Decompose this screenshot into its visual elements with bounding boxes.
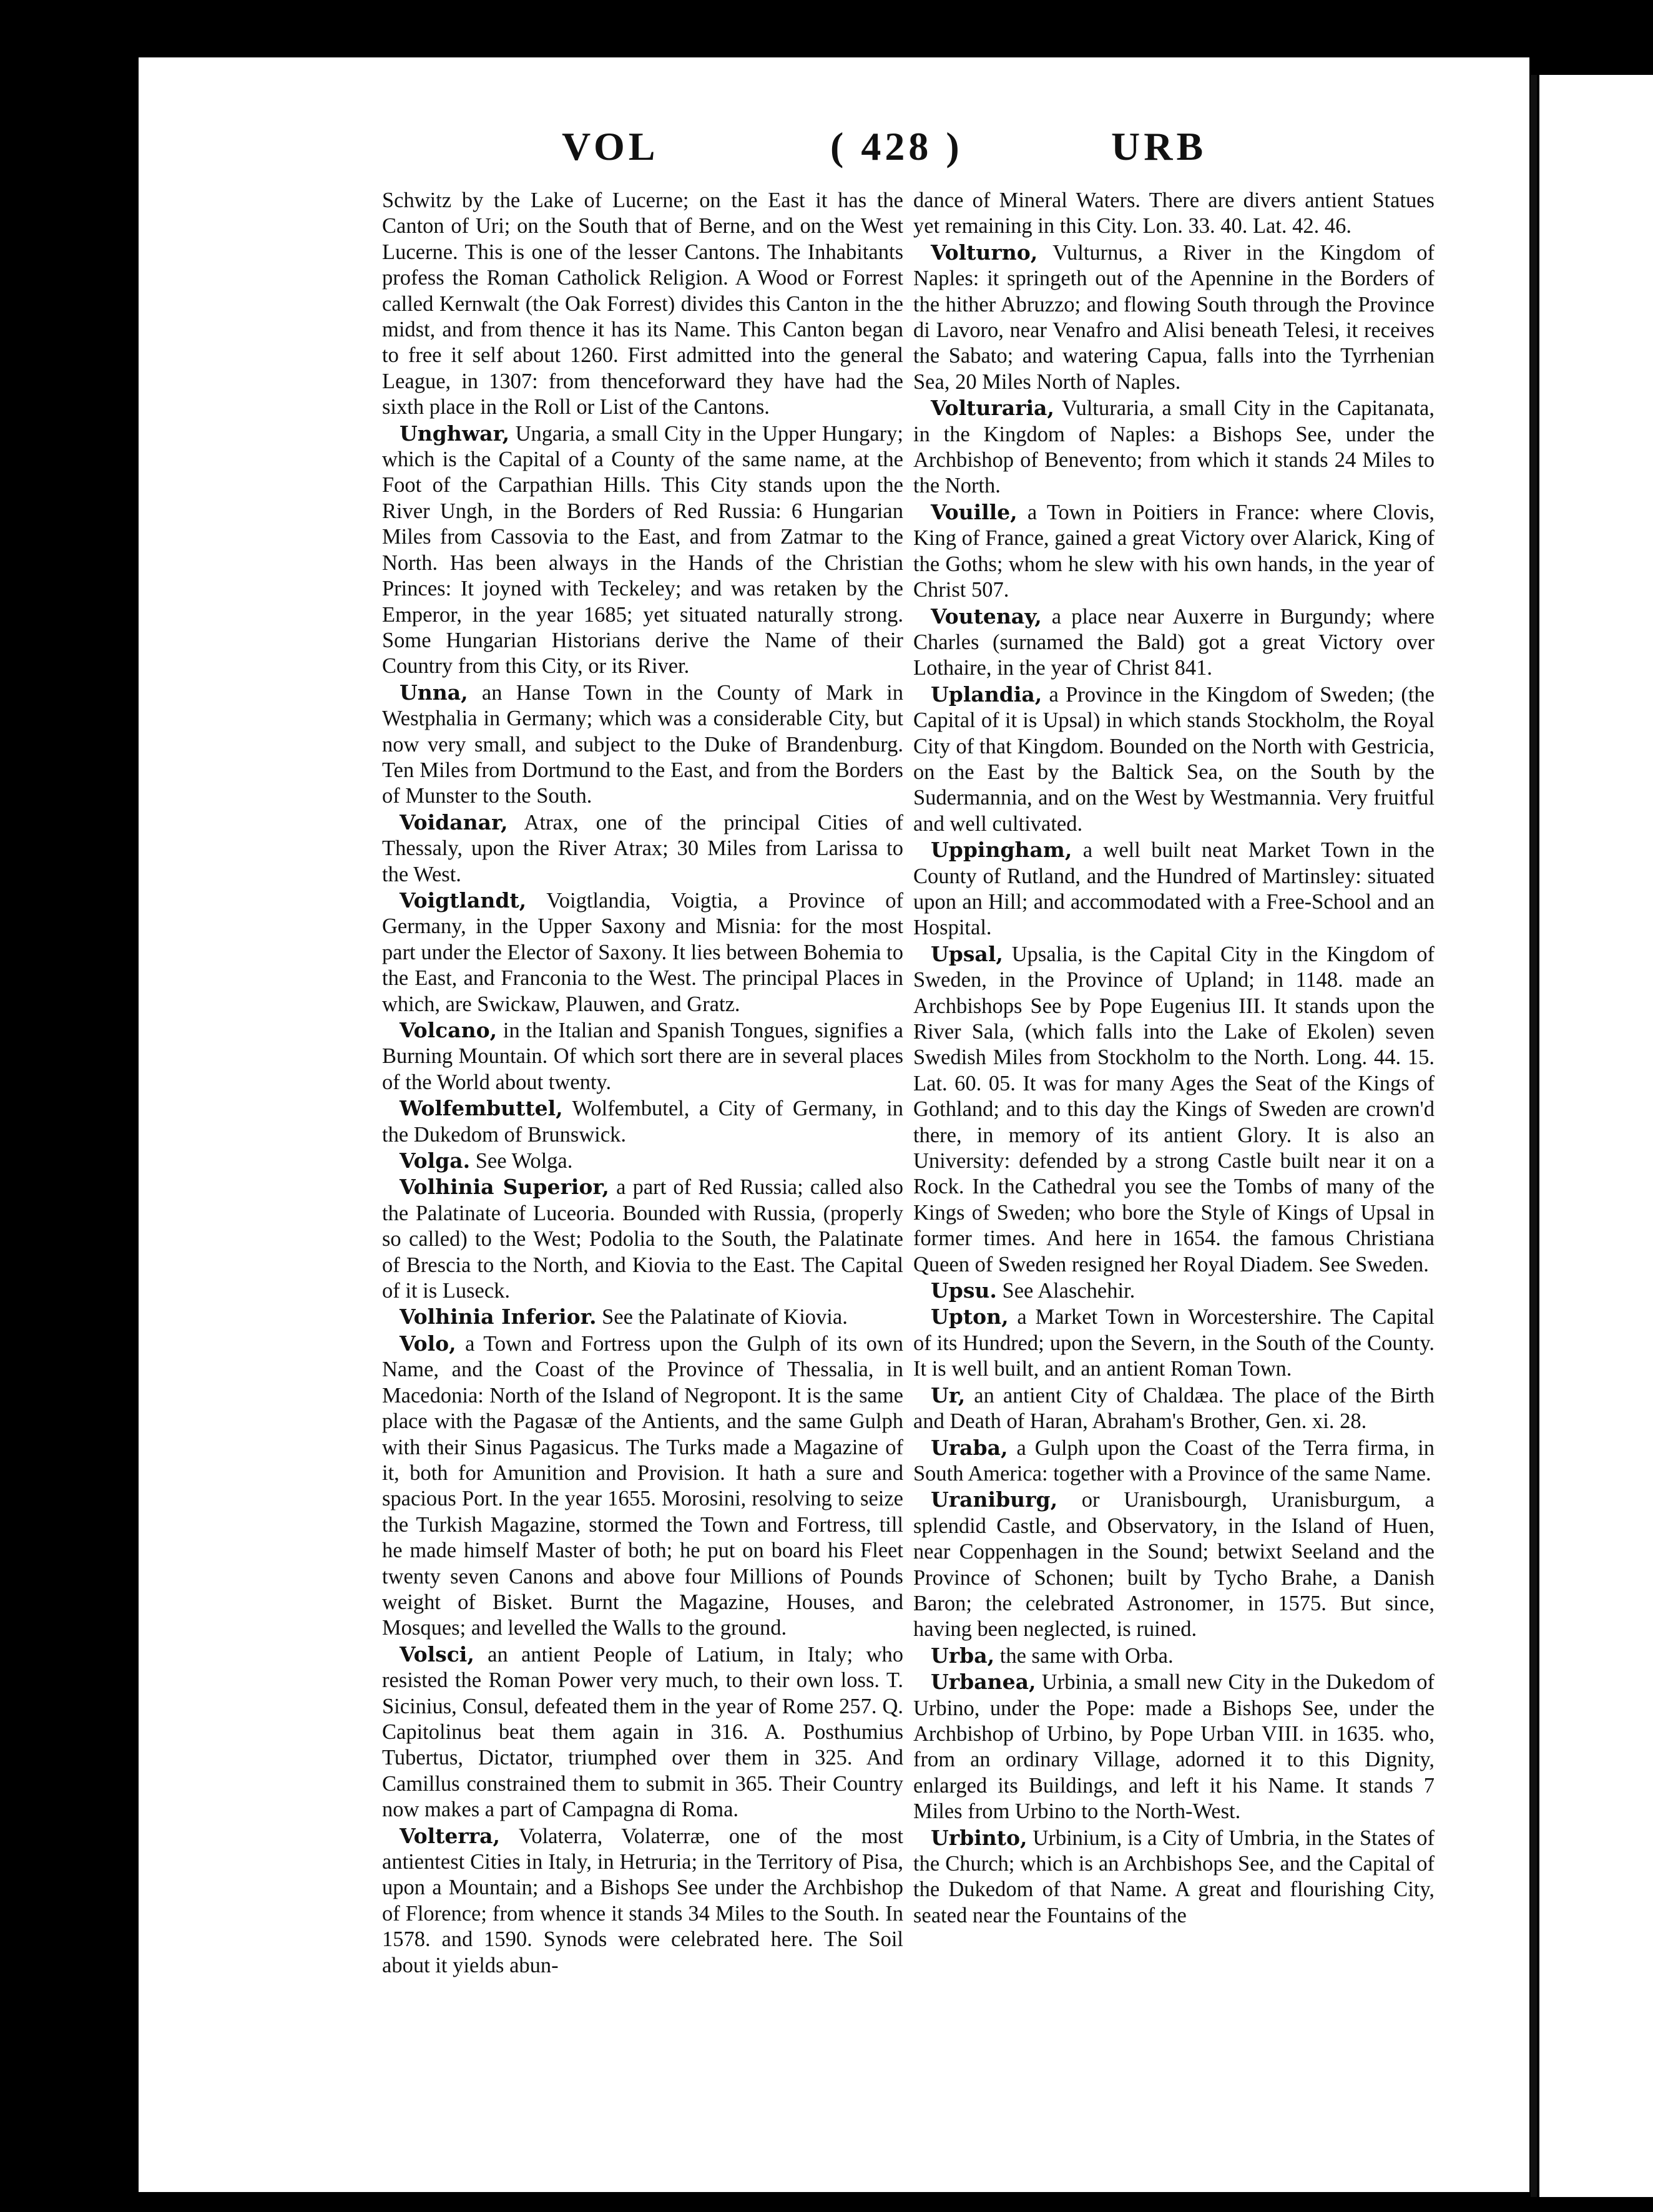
entry-text: the same with Orba. [994, 1643, 1174, 1668]
dictionary-entry [913, 682, 1435, 837]
entry-text: an Hanse Town in the County of Mark in Westphalia in Germany; which was a considerable City, but now very small, and subject to the Duke of Brandenburg. Ten Miles from Dortmund to the East, and from the Borders of Munster to the South. [382, 680, 903, 808]
entry-text: Urbinia, a small new City in the Dukedom of Urbino, under the Pope: made a Bishops See, under the Archbishop of Urbino, by Pope Urban VIII. in 1635. who, from an ordinary Village, adorned it to this Dignity, enlarged its Buildings, and left it his Name. It stands 7 Miles from Urbino to the North-West. [913, 1670, 1435, 1824]
dictionary-entry [382, 421, 903, 680]
dictionary-entry [382, 1148, 903, 1174]
entry-headword: Upsu. [931, 1278, 997, 1303]
dictionary-entry [382, 1304, 903, 1330]
entry-headword: Upton, [931, 1304, 1009, 1329]
dictionary-entry [913, 1304, 1435, 1382]
page-gutter [1531, 75, 1537, 2197]
entry-text: a Town in Poitiers in France: where Clovis, King of France, gained a great Victory over Alarick, King of the Goths; whom he slew with his own hands, in the year of Christ 507. [913, 500, 1435, 602]
entry-headword: Wolfembuttel, [400, 1096, 563, 1121]
entry-headword: Urba, [931, 1643, 995, 1668]
entry-headword: Voutenay, [931, 604, 1042, 629]
dictionary-entry [382, 680, 903, 810]
page-number: ( 428 ) [830, 124, 963, 169]
entry-headword: Volhinia Superior, [400, 1175, 609, 1200]
entry-text: Urbinium, is a City of Umbria, in the States of the Church; which is an Archbishops See, and the Capital of the Dukedom of that Name. A great and flourishing City, seated near the Fountains of the [913, 1826, 1435, 1927]
entry-text: Atrax, one of the principal Cities of Thessaly, upon the River Atrax; 30 Miles from Larissa to the West. [382, 810, 903, 886]
entry-headword: Volterra, [400, 1823, 501, 1848]
entry-headword: Voigtlandt, [400, 888, 527, 913]
entry-headword: Volo, [400, 1331, 456, 1356]
entry-text: Ungaria, a small City in the Upper Hungary; which is the Capital of a County of the same name, at the Foot of the Carpathian Hills. This City stands upon the River Ungh, in the Borders of Red Russia: 6 Hungarian Miles from Cassovia to the East, and from Zatmar to the North. Has been always in the Hands of the Christian Princes: It joyned with Teckeley; and was retaken by the Emperor, in the year 1685; yet situated naturally strong. Some Hungarian Historians derive the Name of their Country from this City, or its River. [382, 421, 903, 678]
entry-headword: Volturno, [931, 240, 1038, 265]
entry-headword: Unna, [400, 680, 468, 705]
entry-text: or Uranisbourgh, Uranisburgum, a splendid Castle, and Observatory, in the Island of Huen, near Coppenhagen in the Sound; betwixt Seeland and the Province of Schonen; built by Tycho Brahe, a Danish Baron; the celebrated Astronomer, in 1575. But since, having been neglected, is ruined. [913, 1488, 1435, 1642]
entry-text: a well built neat Market Town in the County of Rutland, and the Hundred of Martinsley: situated upon an Hill; and accommodated with a Free-School and an Hospital. [913, 838, 1435, 940]
entry-headword: Ur, [931, 1382, 966, 1407]
entry-headword: Uraba, [931, 1435, 1008, 1460]
dictionary-entry [382, 187, 903, 421]
entry-text: Upsalia, is the Capital City in the Kingdom of Sweden, in the Province of Upland; in 1148. made an Archbishops See by Pope Eugenius III. It stands upon the River Sala, (which falls into the Lake of Ekolen) seven Swedish Miles from Stockholm to the North. Long. 44. 15. Lat. 60. 05. It was for many Ages the Seat of the Kings of Gothland; and to this day the Kings of Sweden are crown'd there, in memory of its antient Glory. It is also an University: defended by a strong Castle built near it on a Rock. In the Cathedral you see the Tombs of many of the Kings of Sweden; who bore the Style of Kings of Upsal in former times. And here in 1654. the famous Christiana Queen of Sweden resigned her Royal Diadem. See Sweden. [913, 942, 1435, 1276]
dictionary-entry [913, 395, 1435, 499]
dictionary-entry [382, 1642, 903, 1823]
dictionary-entry [913, 240, 1435, 395]
dictionary-entry [913, 1825, 1435, 1929]
entry-headword: Unghwar, [400, 421, 510, 446]
dictionary-entry [913, 1278, 1435, 1304]
entry-headword: Vouille, [931, 499, 1018, 524]
entry-headword: Voidanar, [400, 810, 508, 834]
entry-text: See the Palatinate of Kiovia. [596, 1305, 848, 1329]
dictionary-entry [382, 1823, 903, 1979]
entry-headword: Upsal, [931, 941, 1003, 966]
dictionary-entry [382, 1331, 903, 1642]
entry-text: an antient People of Latium, in Italy; who resisted the Roman Power very much, to their own loss. T. Sicinius, Consul, defeated them in the year of Rome 257. Q. Capitolinus beat them again in 316. A. Posthumius Tubertus, Dictator, triumphed over them in 325. And Camillus constrained them to submit in 365. Their Country now makes a part of Campagna di Roma. [382, 1642, 903, 1822]
entry-headword: Urbinto, [931, 1825, 1028, 1850]
entry-headword: Uppingham, [931, 838, 1072, 863]
entry-text: a Market Town in Worcestershire. The Capital of its Hundred; upon the Severn, in the South of the County. It is well built, and an antient Roman Town. [913, 1305, 1435, 1381]
entry-text: Volaterra, Volaterræ, one of the most antientest Cities in Italy, in Hetruria; in the Territory of Pisa, upon a Mountain; and a Bishops See under the Archbishop of Florence; from whence it stands 34 Miles to the South. In 1578. and 1590. Synods were celebrated here. The Soil about it yields abun- [382, 1824, 903, 1977]
dictionary-entry [913, 1435, 1435, 1487]
entry-text: Wolfembutel, a City of Germany, in the Dukedom of Brunswick. [382, 1097, 903, 1147]
dictionary-entry [913, 1487, 1435, 1642]
entry-text: dance of Mineral Waters. There are divers antient Statues yet remaining in this City. Lon. 33. 40. Lat. 42. 46. [913, 188, 1435, 238]
dictionary-entry [382, 1017, 903, 1095]
dictionary-entry [913, 1669, 1435, 1824]
dictionary-entry [382, 888, 903, 1017]
entry-text: See Wolga. [470, 1149, 573, 1173]
entry-text: a place near Auxerre in Burgundy; where Charles (surnamed the Bald) got a great Victory over Lothaire, in the year of Christ 841. [913, 604, 1435, 680]
facing-page-edge [1539, 75, 1653, 2197]
entry-text: Vulturaria, a small City in the Capitanata, in the Kingdom of Naples: a Bishops See, under the Archbishop of Benevento; from which it stands 24 Miles to the North. [913, 396, 1435, 498]
dictionary-entry [913, 1643, 1435, 1669]
entry-headword: Volga. [400, 1148, 471, 1173]
entry-headword: Uraniburg, [931, 1487, 1058, 1512]
dictionary-entry [913, 837, 1435, 941]
entry-text: Vulturnus, a River in the Kingdom of Naples: it springeth out of the Apennine in the Borders of the hither Abruzzo; and flowing South through the Province di Lavoro, near Venafro and Alisi beneath Telesi, it receives the Sabato; and watering Capua, falls into the Tyrrhenian Sea, 20 Miles North of Naples. [913, 240, 1435, 394]
running-head-left: VOL [562, 124, 659, 169]
entry-text: in the Italian and Spanish Tongues, signifies a Burning Mountain. Of which sort there are in several places of the World about twenty. [382, 1019, 903, 1094]
entry-text: a part of Red Russia; called also the Palatinate of Luceoria. Bounded with Russia, (properly so called) to the West; Podolia to the South, the Palatinate of Brescia to the North, and Kiovia to the East. The Capital of it is Luseck. [382, 1175, 903, 1303]
dictionary-entry [382, 1095, 903, 1148]
entry-text: an antient City of Chaldæa. The place of the Birth and Death of Haran, Abraham's Brother, Gen. xi. 28. [913, 1383, 1435, 1434]
entry-headword: Volsci, [400, 1642, 474, 1666]
entry-text: a Province in the Kingdom of Sweden; (the Capital of it is Upsal) in which stands Stockholm, the Royal City of that Kingdom. Bounded on the North with Gestricia, on the East by the Baltick Sea, on the South by the Sudermannia, and on the West by Westmannia. Very fruitful and well cultivated. [913, 682, 1435, 836]
dictionary-entry [913, 499, 1435, 604]
entry-text: Voigtlandia, Voigtia, a Province of Germany, in the Upper Saxony and Misnia: for the most part under the Elector of Saxony. It lies between Bohemia to the East, and Franconia to the West. The principal Places in which, are Swickaw, Plauwen, and Gratz. [382, 888, 903, 1016]
dictionary-entry [913, 1382, 1435, 1435]
entry-headword: Volturaria, [931, 396, 1054, 421]
left-column [382, 187, 903, 2110]
entry-headword: Uplandia, [931, 682, 1042, 707]
dictionary-entry [913, 604, 1435, 682]
entry-text: a Gulph upon the Coast of the Terra firma, in South America: together with a Province of the same Name. [913, 1436, 1435, 1485]
dictionary-entry [382, 810, 903, 888]
entry-text: Schwitz by the Lake of Lucerne; on the East it has the Canton of Uri; on the South that of Berne, and on the West Lucerne. This is one of the lesser Cantons. The Inhabitants profess the Roman Catholick Religion. A Wood or Forrest called Kernwalt (the Oak Forrest) divides this Canton in the midst, and from thence it has its Name. This Canton began to free it self about 1260. First admitted into the general League, in 1307: from thenceforward they have had the sixth place in the Roll or List of the Cantons. [382, 188, 903, 419]
right-column [913, 187, 1435, 2110]
entry-text: See Alaschehir. [996, 1279, 1136, 1303]
dictionary-entry [913, 187, 1435, 240]
entry-headword: Volhinia Inferior. [400, 1304, 597, 1329]
entry-headword: Volcano, [400, 1018, 498, 1042]
entry-text: a Town and Fortress upon the Gulph of its own Name, and the Coast of the Province of Thessalia, in Macedonia: North of the Island of Negropont. It is the same place with the Pagasæ of the Antients, and the same Gulph with their Sinus Pagasicus. The Turks made a Magazine of it, both for Amunition and Provision. It hath a sure and spacious Port. In the year 1655. Morosini, resolving to seize the Turkish Magazine, stormed the Town and Fortress, till he made himself Master of both; he put on board his Fleet twenty seven Canons and above four Millions of Pounds weight of Bisket. Burnt the Magazine, Houses, and Mosques; and levelled the Walls to the ground. [382, 1331, 903, 1640]
dictionary-entry [382, 1174, 903, 1304]
running-head-right: URB [1111, 124, 1207, 169]
entry-headword: Urbanea, [931, 1670, 1036, 1695]
dictionary-entry [913, 941, 1435, 1278]
